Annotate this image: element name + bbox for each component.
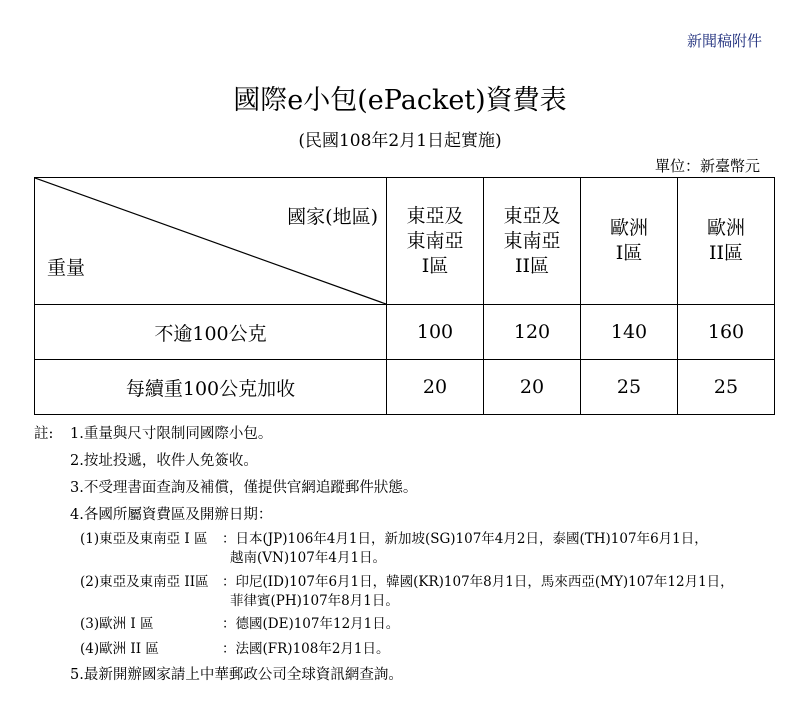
zone-2-text: ：印尼(ID)107年6月1日，韓國(KR)107年8月1日，馬來西亞(MY)107年12月1日， bbox=[222, 574, 734, 590]
zone-line: II區 bbox=[514, 254, 549, 277]
notes-prefix: 註: bbox=[34, 426, 54, 442]
zone-line: 東南亞 bbox=[406, 229, 464, 252]
rate-cell: 25 bbox=[581, 360, 678, 415]
rate-table bbox=[34, 177, 775, 415]
currency-unit: 單位：新臺幣元 bbox=[654, 157, 760, 175]
zone-header-east-asia-2 bbox=[484, 178, 581, 305]
zone-4-text: ：法國(FR)108年2月1日。 bbox=[222, 641, 390, 657]
document-title: 國際e小包(ePacket)資費表 bbox=[233, 85, 567, 116]
row-label: 不逾100公克 bbox=[35, 305, 387, 360]
rate-cell: 20 bbox=[387, 360, 484, 415]
note-2: 2.按址投遞，收件人免簽收。 bbox=[70, 453, 258, 469]
zone-line: 歐洲 bbox=[609, 217, 648, 239]
zone-header-europe-2 bbox=[678, 178, 775, 305]
note-3: 3.不受理書面查詢及補償，僅提供官網追蹤郵件狀態。 bbox=[70, 480, 418, 496]
zone-1-label: (1)東亞及東南亞 I 區 bbox=[80, 531, 208, 547]
zone-3-label: (3)歐洲 I 區 bbox=[80, 616, 154, 632]
zone-line: 東南亞 bbox=[503, 229, 561, 252]
rate-cell: 25 bbox=[678, 360, 775, 415]
country-region-header: 國家(地區) bbox=[287, 206, 378, 228]
row-label: 每續重100公克加收 bbox=[35, 360, 387, 415]
zone-line: I區 bbox=[421, 254, 449, 277]
rate-cell: 120 bbox=[484, 305, 581, 360]
note-5: 5.最新開辦國家請上中華郵政公司全球資訊網查詢。 bbox=[70, 667, 403, 683]
zone-line: II區 bbox=[708, 242, 743, 264]
diagonal-divider bbox=[35, 178, 386, 304]
press-release-attachment-tag: 新聞稿附件 bbox=[686, 32, 762, 50]
zone-line: 東亞及 bbox=[503, 204, 561, 227]
diagonal-header-cell bbox=[35, 178, 387, 305]
zone-line: 東亞及 bbox=[406, 204, 464, 227]
weight-header: 重量 bbox=[47, 257, 86, 279]
note-1: 1.重量與尺寸限制同國際小包。 bbox=[70, 426, 273, 442]
rate-cell: 20 bbox=[484, 360, 581, 415]
rate-cell: 140 bbox=[581, 305, 678, 360]
zone-line: 歐洲 bbox=[706, 217, 745, 239]
zone-4-label: (4)歐洲 II 區 bbox=[80, 641, 159, 657]
document-subtitle: (民國108年2月1日起實施) bbox=[298, 131, 502, 151]
table-header-row bbox=[35, 178, 775, 305]
zone-2-text-cont: 菲律賓(PH)107年8月1日。 bbox=[230, 593, 399, 609]
zone-line: I區 bbox=[615, 242, 643, 264]
table-row bbox=[35, 360, 775, 415]
rate-cell: 160 bbox=[678, 305, 775, 360]
table-row bbox=[35, 305, 775, 360]
rate-cell: 100 bbox=[387, 305, 484, 360]
zone-header-europe-1 bbox=[581, 178, 678, 305]
note-4: 4.各國所屬資費區及開辦日期： bbox=[70, 507, 273, 523]
zone-header-east-asia-1 bbox=[387, 178, 484, 305]
zone-1-text: ：日本(JP)106年4月1日，新加坡(SG)107年4月2日，泰國(TH)107年6月1日， bbox=[222, 531, 708, 547]
zone-1-text-cont: 越南(VN)107年4月1日。 bbox=[230, 550, 387, 566]
zone-3-text: ：德國(DE)107年12月1日。 bbox=[222, 616, 400, 632]
zone-2-label: (2)東亞及東南亞 II區 bbox=[80, 574, 209, 590]
